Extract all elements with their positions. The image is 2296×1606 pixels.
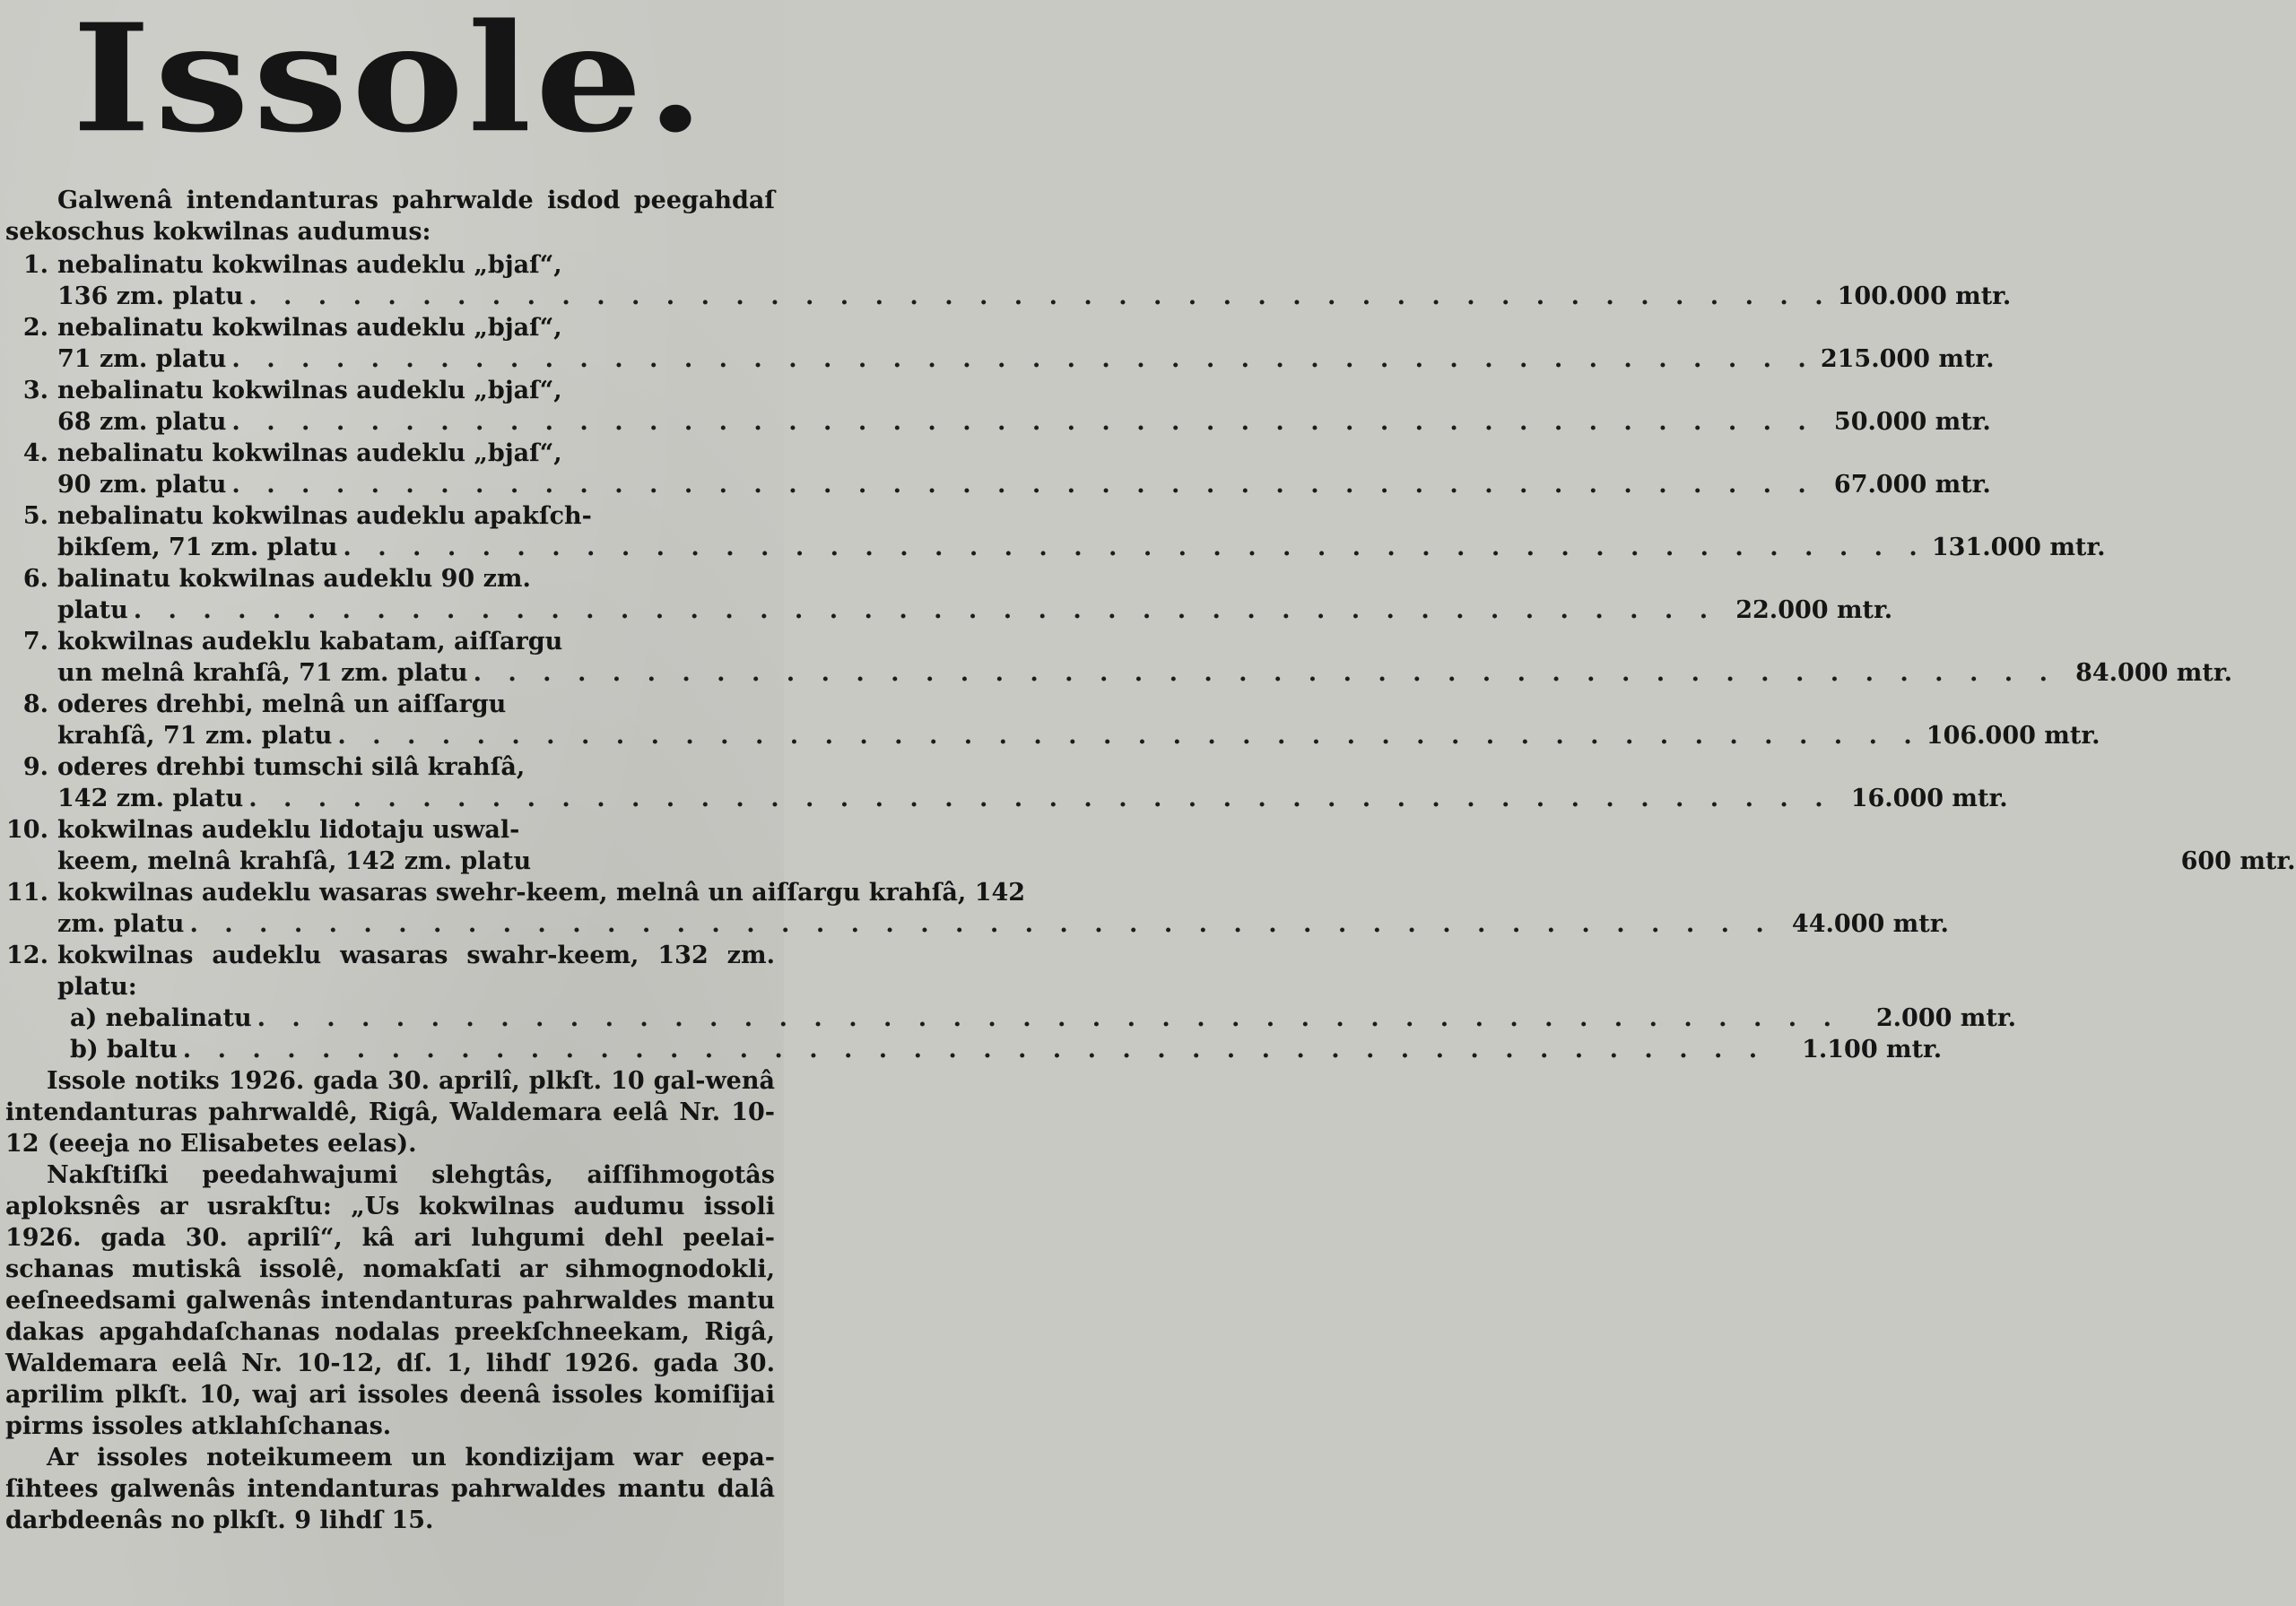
- list-item: [5, 249, 2012, 312]
- list-item: [5, 438, 1991, 500]
- item-number: 2.: [22, 314, 48, 342]
- item-width: 136 zm. platu: [57, 282, 244, 310]
- item-description: kokwilnas audeklu wasaras swehr-keem, melnâ un aiſſargu krahſâ, 142: [57, 879, 1026, 907]
- item-quantity: 215.000 mtr.: [1820, 345, 1995, 373]
- item-quantity: 22.000 mtr.: [1735, 596, 1893, 624]
- leader-dots: [343, 532, 1926, 563]
- list-item: [5, 626, 2232, 689]
- sub-item: [5, 1003, 2016, 1034]
- item-number: 3.: [22, 377, 48, 404]
- auction-time-paragraph: Issole notiks 1926. gada 30. aprilî, plkſt. 10 gal-wenâ intendanturas pahrwaldê, Rigâ, Waldemara eelâ Nr. 10-12 (eeeja no Elisabetes eelas).: [5, 1067, 775, 1158]
- leader-dots: [231, 343, 1814, 375]
- item-number: 10.: [6, 816, 48, 844]
- item-width: zm. platu: [57, 910, 185, 938]
- item-number: 1.: [22, 251, 48, 279]
- item-number: 5.: [22, 502, 48, 530]
- item-description: nebalinatu kokwilnas audeklu „bjaſ“,: [57, 314, 562, 342]
- leader-dots: [248, 281, 1831, 312]
- list-item: [5, 500, 2106, 563]
- item-quantity: 16.000 mtr.: [1850, 785, 2008, 812]
- list-item: [5, 877, 1949, 940]
- item-number: 7.: [22, 628, 48, 655]
- list-item: [5, 312, 1995, 375]
- item-number: 12.: [6, 942, 48, 969]
- list-item: [5, 375, 1991, 438]
- item-number: 6.: [22, 565, 48, 593]
- list-item: [5, 814, 2296, 877]
- leader-dots: [189, 908, 1772, 940]
- item-width: krahſâ, 71 zm. platu: [57, 722, 333, 750]
- item-number: 8.: [22, 690, 48, 718]
- item-quantity: 600 mtr.: [2180, 847, 2296, 875]
- leader-dots: [248, 783, 1831, 814]
- item-width: 68 zm. platu: [57, 408, 227, 436]
- leader-dots: [183, 1034, 1766, 1065]
- item-quantity: 131.000 mtr.: [1931, 534, 2106, 561]
- item-quantity: 50.000 mtr.: [1833, 408, 1991, 436]
- item-description: nebalinatu kokwilnas audeklu „bjaſ“,: [57, 439, 562, 467]
- list-item: [5, 689, 2100, 751]
- leader-dots: [474, 657, 2057, 689]
- sub-item-label: a) nebalinatu: [70, 1004, 252, 1032]
- intro-paragraph: Galwenâ intendanturas pahrwalde isdod peegahdaſ sekoschus kokwilnas audumus:: [5, 187, 775, 246]
- item-width: 71 zm. platu: [57, 345, 227, 373]
- item-width: platu: [57, 596, 128, 624]
- item-quantity: 84.000 mtr.: [2075, 659, 2232, 687]
- sub-item-quantity: 2.000 mtr.: [1875, 1004, 2016, 1032]
- item-description: kokwilnas audeklu kabatam, aiſſargu: [57, 628, 563, 655]
- fabric-list: [5, 249, 2296, 1003]
- leader-dots: [337, 720, 1920, 751]
- sub-item-quantity: 1.100 mtr.: [1802, 1036, 1943, 1063]
- item-width: 142 zm. platu: [57, 785, 244, 812]
- item-description: nebalinatu kokwilnas audeklu „bjaſ“,: [57, 377, 562, 404]
- leader-dots: [134, 595, 1717, 626]
- item-description: balinatu kokwilnas audeklu 90 zm.: [57, 565, 531, 593]
- conditions-paragraph: Ar issoles noteikumeem un kondizijam war eepa-ſihtees galwenâs intendanturas pahrwaldes mantu dalâ darbdeenâs no plkſt. 9 lihdſ 15.: [5, 1444, 775, 1534]
- item-description: nebalinatu kokwilnas audeklu „bjaſ“,: [57, 251, 562, 279]
- item-width: bikſem, 71 zm. platu: [57, 534, 338, 561]
- item-quantity: 106.000 mtr.: [1926, 722, 2100, 750]
- item-number: 11.: [6, 879, 48, 907]
- item-description: kokwilnas audeklu wasaras swahr-keem, 132 zm. platu:: [57, 942, 775, 1001]
- item-width: keem, melnâ krahſâ, 142 zm. platu: [57, 847, 532, 875]
- leader-dots: [231, 469, 1814, 500]
- list-item: [5, 751, 2008, 814]
- item-description: nebalinatu kokwilnas audeklu apakſch-: [57, 502, 592, 530]
- bid-instructions-paragraph: Nakſtiſki peedahwajumi slehgtâs, aiſſihmogotâs aploksnês ar usrakſtu: „Us kokwilnas audumu issoli 1926. gada 30. aprilî“, kâ ari luhgumi dehl peelai-schanas mutiskâ issolê, nomakſati ar sihmognodokli, eeſneedsami galwenâs intendanturas pahrwaldes mantu dakas apgahdaſchanas nodalas preekſchneekam, Rigâ, Waldemara eelâ Nr. 10-12, dſ. 1, lihdſ 1926. gada 30. aprilim plkſt. 10, waj ari issoles deenâ issoles komiſijai pirms issoles atklahſchanas.: [5, 1161, 775, 1440]
- item-number: 9.: [22, 753, 48, 781]
- list-item: [5, 563, 1893, 626]
- item-description: oderes drehbi tumschi silâ krahſâ,: [57, 753, 526, 781]
- item-quantity: 44.000 mtr.: [1791, 910, 1949, 938]
- headline: Issole.: [72, 0, 709, 166]
- item-number: 4.: [22, 439, 48, 467]
- item-width: un melnâ krahſâ, 71 zm. platu: [57, 659, 468, 687]
- item-description: kokwilnas audeklu lidotaju uswal-: [57, 816, 520, 844]
- sub-item-label: b) baltu: [70, 1036, 178, 1063]
- item-description: oderes drehbi, melnâ un aiſſargu: [57, 690, 507, 718]
- item-quantity: 100.000 mtr.: [1837, 282, 2012, 310]
- list-item: [5, 940, 775, 1003]
- item-width: 90 zm. platu: [57, 471, 227, 499]
- leader-dots: [231, 406, 1814, 438]
- leader-dots: [257, 1003, 1840, 1034]
- sub-item: [5, 1034, 1943, 1065]
- item-quantity: 67.000 mtr.: [1833, 471, 1991, 499]
